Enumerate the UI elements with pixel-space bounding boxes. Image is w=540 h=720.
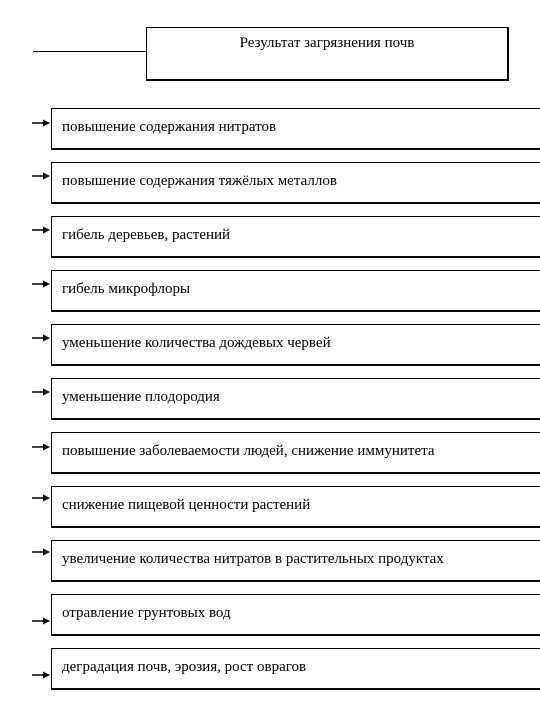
list-item-label: снижение пищевой ценности растений (62, 497, 311, 513)
arrow-icon (32, 494, 50, 502)
arrow-icon (32, 617, 50, 625)
list-item (51, 378, 540, 420)
list-item-label: деградация почв, эрозия, рост оврагов (62, 659, 307, 675)
list-item (51, 432, 540, 474)
list-item-label: уменьшение плодородия (62, 389, 220, 405)
list-item (51, 648, 540, 690)
list-item-label: повышение содержания тяжёлых металлов (62, 173, 337, 189)
arrow-icon (32, 388, 50, 396)
list-item-label: отравление грунтовых вод (62, 605, 231, 621)
list-item-label: гибель деревьев, растений (62, 227, 231, 243)
arrow-icon (32, 671, 50, 679)
title-box (146, 27, 509, 81)
list-item (51, 162, 540, 204)
diagram-title: Результат загрязнения почв (239, 35, 415, 51)
arrow-icon (32, 334, 50, 342)
list-item (51, 540, 540, 582)
list-item-label: увеличение количества нитратов в растительных продуктах (62, 551, 444, 567)
list-item (51, 324, 540, 366)
arrow-icon (32, 548, 50, 556)
arrow-icon (32, 172, 50, 180)
list-item (51, 486, 540, 528)
title-connector-line (33, 51, 147, 52)
list-item-label: повышение заболеваемости людей, снижение иммунитета (62, 443, 435, 459)
arrow-icon (32, 226, 50, 234)
list-item (51, 270, 540, 312)
list-item-label: уменьшение количества дождевых червей (62, 335, 331, 351)
list-item (51, 216, 540, 258)
list-item (51, 594, 540, 636)
list-item-label: гибель микрофлоры (62, 281, 191, 297)
arrow-icon (32, 280, 50, 288)
arrow-icon (32, 119, 50, 127)
list-item (51, 108, 540, 150)
arrow-icon (32, 443, 50, 451)
list-item-label: повышение содержания нитратов (62, 119, 277, 135)
